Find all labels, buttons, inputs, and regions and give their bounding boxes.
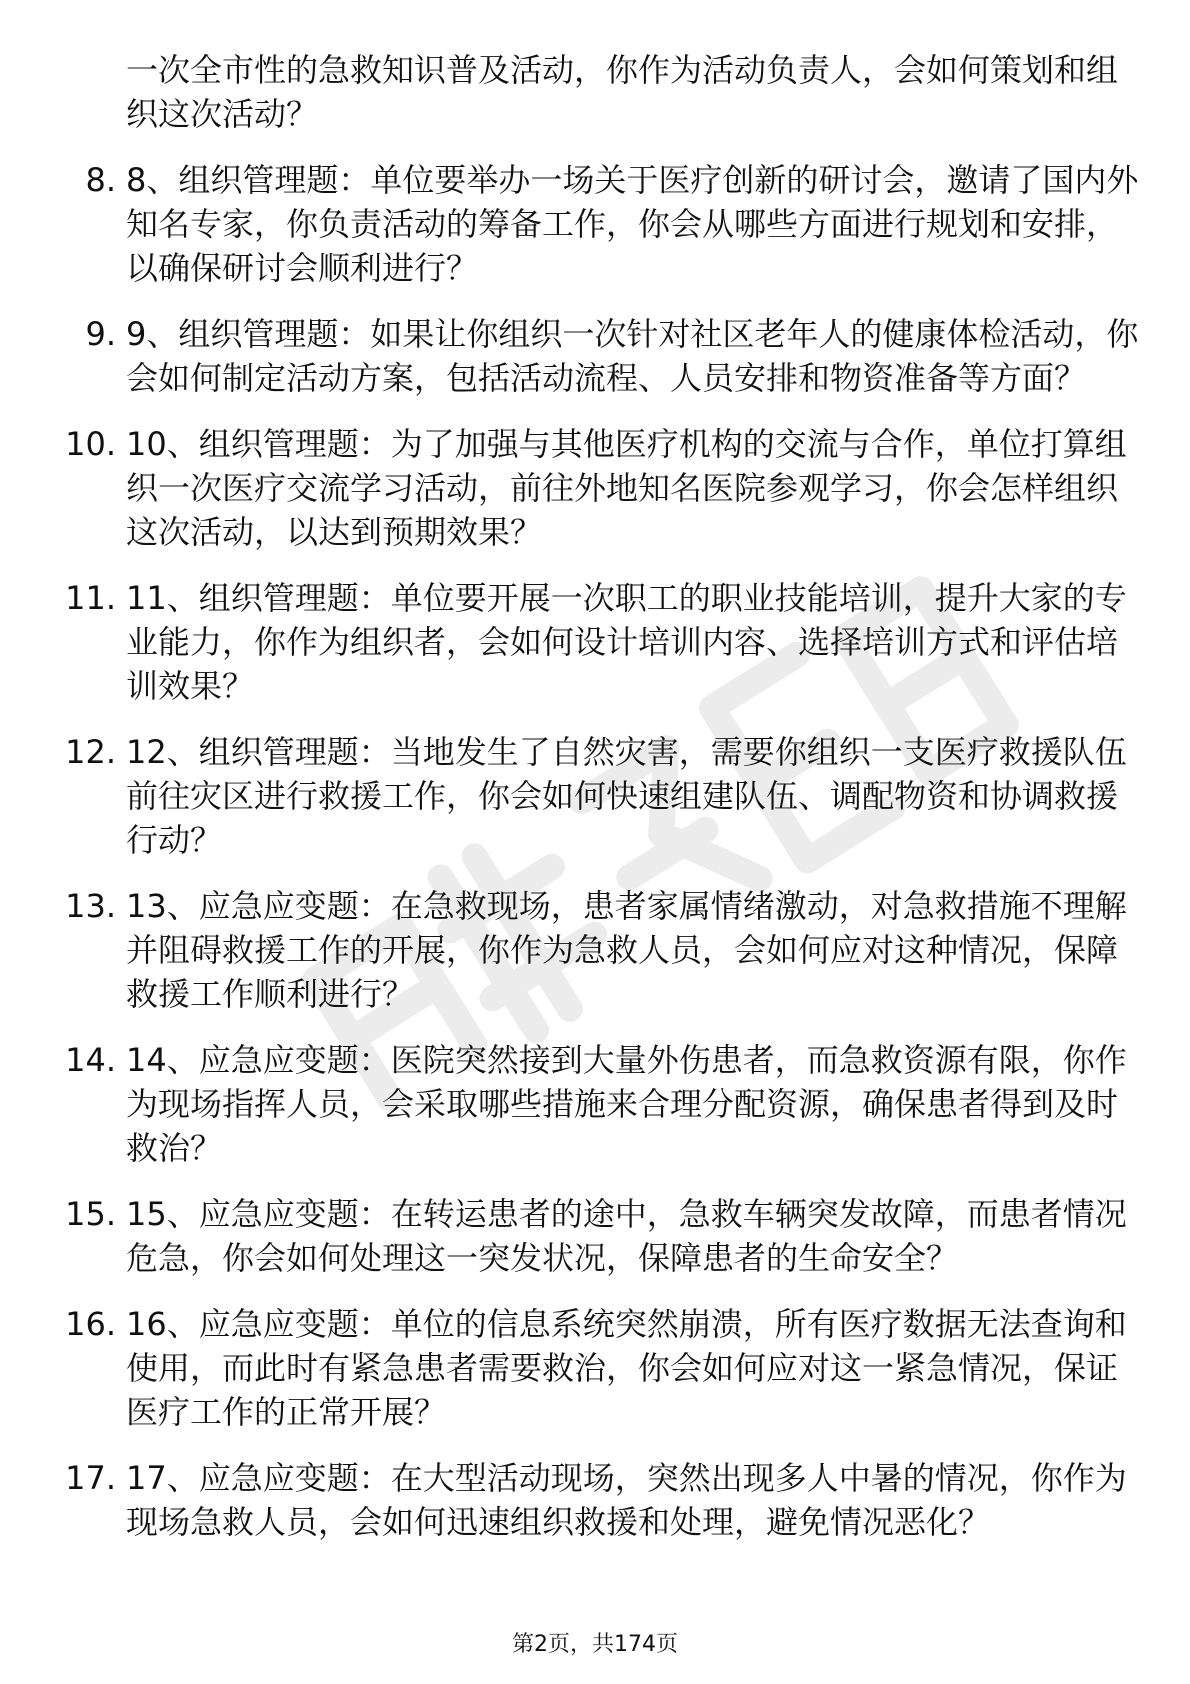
- question-text: 17、应急应变题：在大型活动现场，突然出现多人中暑的情况，你作为现场急救人员，会如何迅速组织救援和处理，避免情况恶化？: [126, 1459, 1127, 1541]
- question-text: 10、组织管理题：为了加强与其他医疗机构的交流与合作，单位打算组织一次医疗交流学习活动，前往外地知名医院参观学习，你会怎样组织这次活动，以达到预期效果？: [126, 425, 1127, 551]
- question-list: [56, 48, 1146, 1566]
- question-text: 11、组织管理题：单位要开展一次职工的职业技能培训，提升大家的专业能力，你作为组织者，会如何设计培训内容、选择培训方式和评估培训效果？: [126, 579, 1127, 705]
- question-text: 14、应急应变题：医院突然接到大量外伤患者，而急救资源有限，你作为现场指挥人员，会采取哪些措施来合理分配资源，确保患者得到及时救治？: [126, 1041, 1127, 1167]
- question-item: [56, 1302, 1146, 1434]
- question-number: 16.: [65, 1305, 116, 1343]
- question-item: [56, 884, 1146, 1016]
- question-number: 10.: [65, 425, 116, 463]
- question-number: 14.: [65, 1041, 116, 1079]
- question-text: 12、组织管理题：当地发生了自然灾害，需要你组织一支医疗救援队伍前往灾区进行救援工作，你会如何快速组建队伍、调配物资和协调救援行动？: [126, 733, 1127, 859]
- question-item: [56, 422, 1146, 554]
- question-text: 15、应急应变题：在转运患者的途中，急救车辆突发故障，而患者情况危急，你会如何处理这一突发状况，保障患者的生命安全？: [126, 1195, 1127, 1277]
- question-number: 13.: [65, 887, 116, 925]
- intro-paragraph: 一次全市性的急救知识普及活动，你作为活动负责人，会如何策划和组织这次活动？: [126, 51, 1119, 133]
- question-item: [56, 1192, 1146, 1280]
- question-text: 16、应急应变题：单位的信息系统突然崩溃，所有医疗数据无法查询和使用，而此时有紧急患者需要救治，你会如何应对这一紧急情况，保证医疗工作的正常开展？: [126, 1305, 1127, 1431]
- question-item: [56, 1038, 1146, 1170]
- question-number: 17.: [65, 1459, 116, 1497]
- question-number: 11.: [65, 579, 116, 617]
- question-number: 8.: [85, 161, 116, 199]
- question-item: [56, 730, 1146, 862]
- question-number: 9.: [85, 315, 116, 353]
- question-text: 9、组织管理题：如果让你组织一次针对社区老年人的健康体检活动，你会如何制定活动方案，包括活动流程、人员安排和物资准备等方面？: [126, 315, 1139, 397]
- question-item: [56, 158, 1146, 290]
- question-item: [56, 312, 1146, 400]
- question-number: 15.: [65, 1195, 116, 1233]
- question-text: 8、组织管理题：单位要举办一场关于医疗创新的研讨会，邀请了国内外知名专家，你负责活动的筹备工作，你会从哪些方面进行规划和安排，以确保研讨会顺利进行？: [126, 161, 1139, 287]
- question-item: [56, 1456, 1146, 1544]
- page-number-footer: 第2页，共174页: [512, 1632, 678, 1657]
- question-number: 12.: [65, 733, 116, 771]
- question-item: [56, 576, 1146, 708]
- question-text: 13、应急应变题：在急救现场，患者家属情绪激动，对急救措施不理解并阻碍救援工作的开展，你作为急救人员，会如何应对这种情况，保障救援工作顺利进行？: [126, 887, 1127, 1013]
